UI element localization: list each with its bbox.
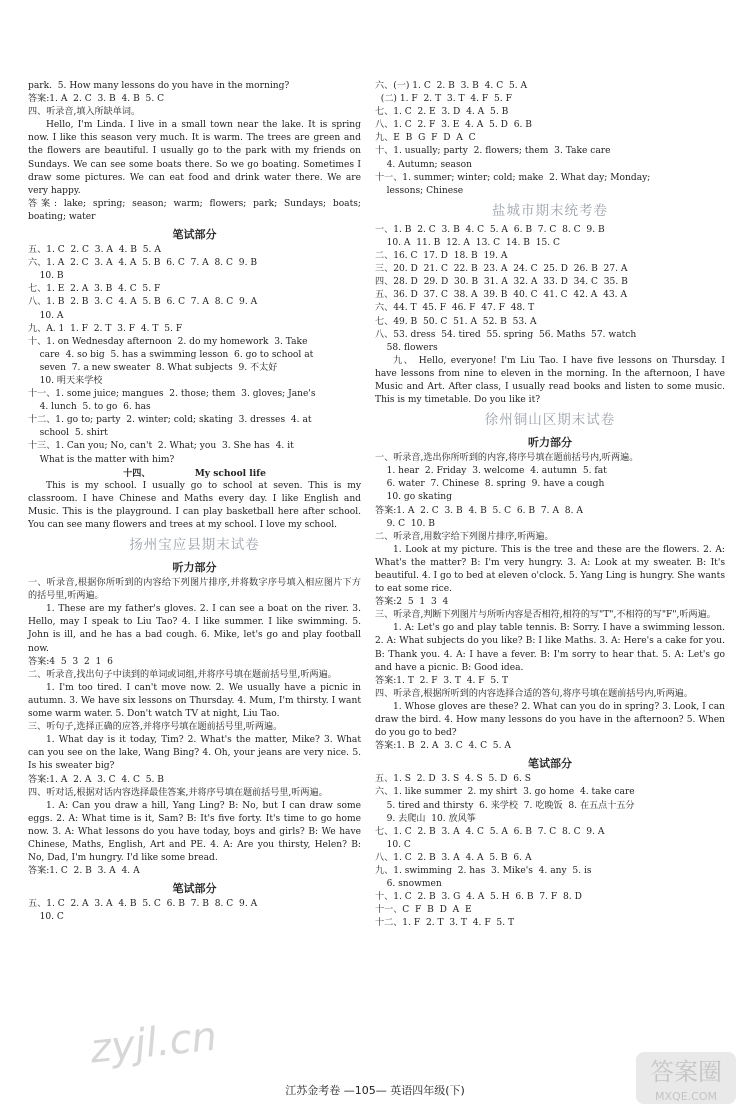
answer-line: 58. flowers xyxy=(375,342,438,353)
answer-line: 答案:1. C 2. B 3. A 4. A xyxy=(28,866,140,877)
section-header: 笔试部分 xyxy=(172,228,217,242)
answer-line: 十、1. on Wednesday afternoon 2. do my homework 3. Take xyxy=(28,336,308,347)
answer-line: 六、1. like summer 2. my shirt 3. go home 4. take care xyxy=(375,787,635,798)
section-header: 笔试部分 xyxy=(528,757,572,771)
answer-line: (二) 1. F 2. T 3. T 4. F 5. F xyxy=(375,94,512,105)
passage-text: 九、 Hello, everyone! I'm Liu Tao. I have five lessons on Thursday. I have lessons from nine to eleven in the morning. In the afternoon, I have Music and Art. After class, I usually read books and listen to some music. This is my timetable. Do you like it? xyxy=(375,355,725,406)
answer-line: 答案:4 5 3 2 1 6 xyxy=(28,656,113,667)
answer-line: 5. tired and thirsty 6. 来学校 7. 吃晚饭 8. 在五点十五分 xyxy=(375,800,635,811)
answer-line: 九、A. 1 1. F 2. T 3. F 4. T 5. F xyxy=(28,323,183,334)
answer-line: 9. C 10. B xyxy=(375,518,435,529)
answer-line: 七、1. C 2. B 3. A 4. C 5. A 6. B 7. C 8. C 9. A xyxy=(375,826,605,837)
passage-text: 1. These are my father's gloves. 2. I can see a boat on the river. 3. Hello, may I speak to Liu Tao? 4. I like summer. I like swimming. 5. John is ill, and he has a bad cough. 6. Mike, let's go and play football now. xyxy=(28,604,361,654)
watermark-badge-text: 答案圈 xyxy=(650,1058,722,1086)
instruction-text: 答案: lake; spring; season; warm; flowers; park; Sundays; boats; boating; water xyxy=(28,198,361,222)
watermark-zyjl: zyjl.cn xyxy=(87,1013,220,1073)
answer-line: 七、49. B 50. C 51. A 52. B 53. A xyxy=(375,316,537,327)
answer-line: 五、1. C 2. C 3. A 4. B 5. A xyxy=(28,245,161,256)
exam-banner: 扬州宝应县期末试卷 xyxy=(129,537,260,554)
passage-text: Hello, I'm Linda. I live in a small town near the lake. It is spring now. I like this season very much. It is warm. The trees are green and the flowers are beautiful. I usually go to the park with my friends on Sundays. We can see some boats there. So we go boating. Sometimes I draw some pictures. We can eat food and drink water there. We are very happy. xyxy=(28,120,361,196)
answer-line: 十三、1. Can you; No, can't 2. What; you 3. She has 4. it xyxy=(28,441,294,452)
section-header: 听力部分 xyxy=(528,436,572,450)
instruction-text: 三、听句子,选择正确的应答,并将序号填在题前括号里,听两遍。 xyxy=(28,722,283,733)
answer-line: 七、1. C 2. E 3. D 4. A 5. B xyxy=(375,107,509,118)
answer-line: 10. C xyxy=(375,839,411,850)
passage-text: 1. A: Can you draw a hill, Yang Ling? B: No, but I can draw some eggs. 2. A: What time is it, Sam? B: It's five forty. It's time to go home now. 3. A: What lessons do you have today, boys and girls? B: We have Chinese, Maths, English, Art and PE. 4. A: Are you thirsty, Helen? B: No, Dad, I'm hungry. I'd like some bread. xyxy=(28,800,361,864)
answer-line: 10. C xyxy=(28,912,64,923)
exam-banner: 盐城市期末统考卷 xyxy=(492,202,608,219)
answer-line: 10. go skating xyxy=(375,492,452,503)
instruction-text: 一、听录音,根据你所听到的内容给下列图片排序,并将数字序号填入相应图片下方的括号里,听两遍。 xyxy=(28,578,361,602)
answer-line: 十、1. usually; party 2. flowers; them 3. Take care xyxy=(375,146,611,157)
answer-line: 1. hear 2. Friday 3. welcome 4. autumn 5. fat xyxy=(375,466,607,477)
instruction-text: 三、听录音,判断下列图片与所听内容是否相符,相符的写"T",不相符的写"F",听两遍。 xyxy=(375,610,716,621)
answer-line: 三、20. D 21. C 22. B 23. A 24. C 25. D 26. B 27. A xyxy=(375,264,628,275)
answer-line: 4. lunch 5. to go 6. has xyxy=(28,402,151,413)
answer-line: 八、53. dress 54. tired 55. spring 56. Maths 57. watch xyxy=(375,329,637,340)
answer-line: 二、16. C 17. D 18. B 19. A xyxy=(375,251,508,262)
answer-line: 答案:1. A 2. C 3. B 4. B 5. C xyxy=(28,94,165,105)
answer-line: 八、1. B 2. B 3. C 4. A 5. B 6. C 7. A 8. C 9. A xyxy=(28,297,258,308)
answer-line: 答案:1. A 2. A 3. C 4. C 5. B xyxy=(28,774,164,785)
answer-line: 五、36. D 37. C 38. A 39. B 40. C 41. C 42. A 43. A xyxy=(375,290,628,301)
instruction-text: 二、听录音,找出句子中读到的单词或词组,并将序号填在题前括号里,听两遍。 xyxy=(28,669,337,680)
answer-line: 答案:1. T 2. F 3. T 4. F 5. T xyxy=(375,675,509,686)
answer-line: 10. 明天来学校 xyxy=(28,375,103,386)
answer-line: 答案:1. A 2. C 3. B 4. B 5. C 6. B 7. A 8. A xyxy=(375,505,583,516)
answer-line: 六、44. T 45. F 46. F 47. F 48. T xyxy=(375,303,535,314)
answer-line: 十一、C F B D A E xyxy=(375,905,472,916)
passage-text: 1. A: Let's go and play table tennis. B: Sorry. I have a swimming lesson. 2. A: What subjects do you like? B: I like Maths. 3. A: Here's a cake for you. B: Thank you. 4. A: I have a fever. B: I'm sorry to hear that. 5. A: Let's go and have a picnic. B: Good idea. xyxy=(375,623,725,673)
watermark-badge-url: MXQE.COM xyxy=(655,1090,717,1103)
answer-line: 九、1. swimming 2. has 3. Mike's 4. any 5. is xyxy=(375,865,592,876)
answer-line: 八、1. C 2. F 3. E 4. A 5. D 6. B xyxy=(375,120,532,131)
left-column xyxy=(28,80,361,924)
answer-line: 五、1. S 2. D 3. S 4. S 5. D 6. S xyxy=(375,774,531,785)
answer-line: 十二、1. go to; party 2. winter; cold; skating 3. dresses 4. at xyxy=(28,415,312,426)
answer-line: 四、28. D 29. D 30. B 31. A 32. A 33. D 34. C 35. B xyxy=(375,277,628,288)
answer-line: school 5. shirt xyxy=(28,428,108,439)
answer-line: 10. A xyxy=(28,310,64,321)
answer-line: 六、1. A 2. C 3. A 4. A 5. B 6. C 7. A 8. C 9. B xyxy=(28,258,258,269)
essay-title: 十四、 My school life xyxy=(123,467,266,479)
answer-line: seven 7. a new sweater 8. What subjects 9. 不太好 xyxy=(28,362,278,373)
answer-line: 十、1. C 2. B 3. G 4. A 5. H 6. B 7. F 8. D xyxy=(375,892,582,903)
answer-line: 10. A 11. B 12. A 13. C 14. B 15. C xyxy=(375,237,561,248)
section-header: 听力部分 xyxy=(172,561,217,575)
answer-line: 6. snowmen xyxy=(375,879,442,890)
answer-line: 6. water 7. Chinese 8. spring 9. have a cough xyxy=(375,479,605,490)
passage-text: 1. I'm too tired. I can't move now. 2. We usually have a picnic in autumn. 3. We have six lessons on Thursday. 4. Mum, I'm thirsty. I want some warm water. 5. Don't watch TV at night, Liu Tao. xyxy=(28,682,361,720)
right-column xyxy=(375,80,725,930)
instruction-text: 一、听录音,选出你所听到的内容,将序号填在题前括号内,听两遍。 xyxy=(375,453,639,464)
section-header: 笔试部分 xyxy=(172,882,217,896)
instruction-text: 四、听对话,根据对话内容选择最佳答案,并将序号填在题前括号里,听两遍。 xyxy=(28,787,328,798)
answer-line: 二、听录音,用数字给下列图片排序,听两遍。 xyxy=(375,531,554,542)
page-footer: 江苏金考卷 —105— 英语四年级(下) xyxy=(285,1084,465,1097)
answer-line: 六、(一) 1. C 2. B 3. B 4. C 5. A xyxy=(375,81,528,91)
answer-line: 10. B xyxy=(28,271,64,282)
answer-line: 十二、1. F 2. T 3. T 4. F 5. T xyxy=(375,918,515,929)
answer-line: 4. Autumn; season xyxy=(375,159,472,170)
answer-line: 九、E B G F D A C xyxy=(375,133,476,144)
answer-line: 七、1. E 2. A 3. B 4. C 5. F xyxy=(28,284,161,295)
passage-text: 1. What day is it today, Tim? 2. What's the matter, Mike? 3. What can you see on the lake, Wang Bing? 4. Oh, your jeans are very nice. 5. Is his sweater big? xyxy=(28,735,361,772)
answer-line: park. 5. How many lessons do you have in the morning? xyxy=(28,81,290,91)
answer-line: 八、1. C 2. B 3. A 4. A 5. B 6. A xyxy=(375,852,532,863)
answer-line: What is the matter with him? xyxy=(28,454,175,465)
exam-banner: 徐州铜山区期末试卷 xyxy=(484,412,616,429)
instruction-text: 四、听录音,根据所听到的内容选择合适的答句,将序号填在题前括号内,听两遍。 xyxy=(375,688,693,699)
passage-text: This is my school. I usually go to school at seven. This is my classroom. I have Chinese and Maths every day. I like English and Music. This is the playground. I can play basketball here after school. You can see many flowers and trees at my school. I love my school. xyxy=(28,480,361,530)
passage-text: 1. Look at my picture. This is the tree and these are the flowers. 2. A: What's the matter? B: I'm very hungry. 3. A: Look at my sweater. B: It's beautiful. 4. I go to bed at eleven o'clock. 5. Yang Ling is hungry. She wants to eat some rice. xyxy=(375,544,725,595)
answer-line: lessons; Chinese xyxy=(375,185,464,196)
passage-text: 1. Whose gloves are these? 2. What can you do in spring? 3. Look, I can draw the bird. 4. How many lessons do you have in the afternoon? 5. When do you go to bed? xyxy=(375,701,725,739)
answer-line: 答案:2 5 1 3 4 xyxy=(375,597,449,608)
answer-line: 十一、1. summer; winter; cold; make 2. What day; Monday; xyxy=(375,172,651,183)
answer-line: care 4. so big 5. has a swimming lesson 6. go to school at xyxy=(28,349,314,360)
answer-line: 一、1. B 2. C 3. B 4. C 5. A 6. B 7. C 8. C 9. B xyxy=(375,224,605,235)
answer-line: 五、1. C 2. A 3. A 4. B 5. C 6. B 7. B 8. C 9. A xyxy=(28,899,258,910)
answer-line: 9. 去爬山 10. 放风筝 xyxy=(375,813,476,824)
answer-line: 四、听录音,填入所缺单词。 xyxy=(28,107,141,118)
answer-line: 十一、1. some juice; mangues 2. those; them 3. gloves; Jane's xyxy=(28,389,316,400)
answer-line: 答案:1. B 2. A 3. C 4. C 5. A xyxy=(375,741,511,752)
